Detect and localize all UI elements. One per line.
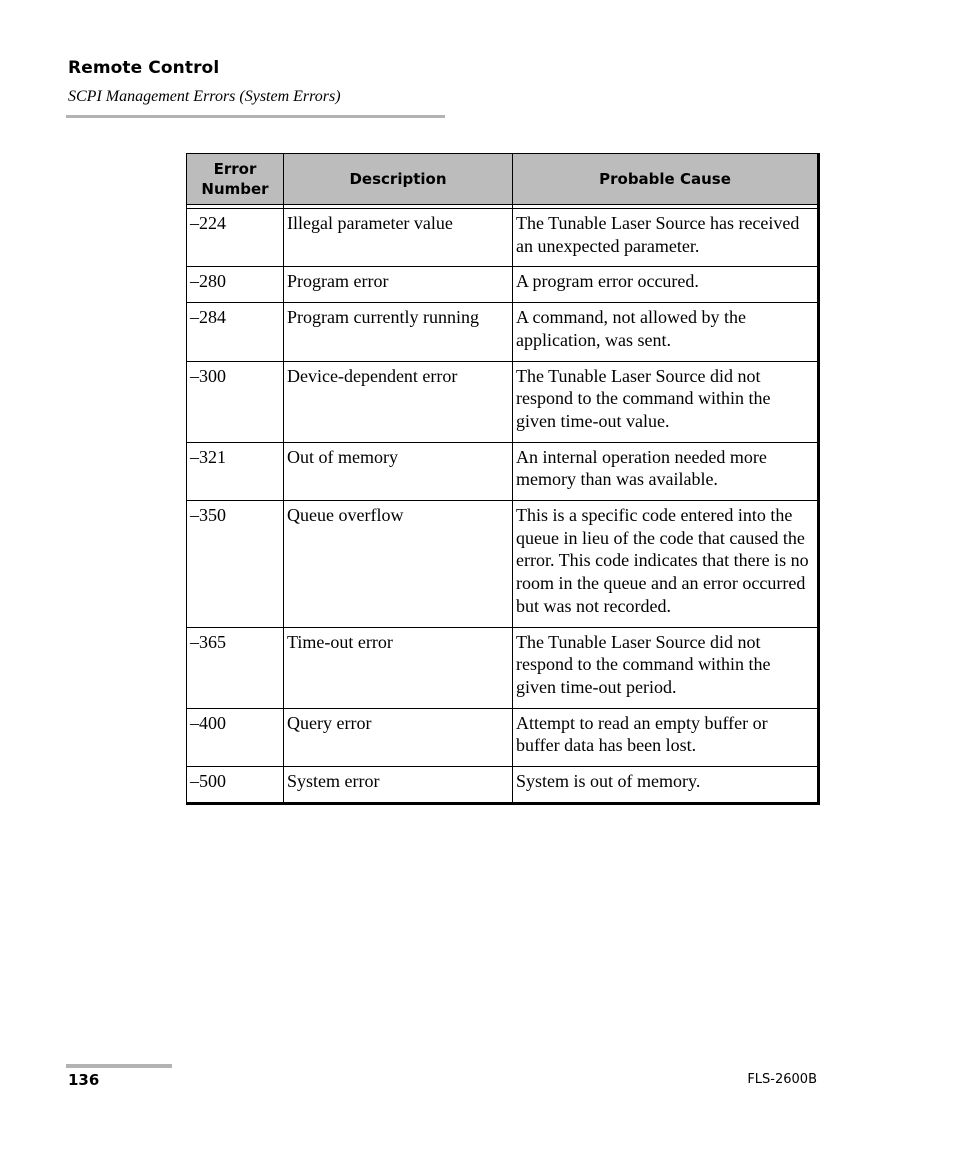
probable-cause-cell: This is a specific code entered into the queue in lieu of the code that caused the error. This code indicates that there is no room in the queue and an error occurred but was not recorded. [513, 501, 819, 628]
table-row [187, 627, 819, 708]
description-cell: System error [284, 767, 513, 804]
table-row [187, 303, 819, 361]
table-row [187, 708, 819, 766]
column-header-probable-cause: Probable Cause [513, 154, 819, 205]
table-header-row [187, 154, 819, 205]
probable-cause-cell: The Tunable Laser Source did not respond to the command within the given time-out value. [513, 361, 819, 442]
table-row [187, 501, 819, 628]
probable-cause-cell: The Tunable Laser Source did not respond to the command within the given time-out period. [513, 627, 819, 708]
probable-cause-cell: System is out of memory. [513, 767, 819, 804]
footer-divider [66, 1064, 172, 1068]
probable-cause-cell: The Tunable Laser Source has received an unexpected parameter. [513, 209, 819, 267]
probable-cause-cell: A program error occured. [513, 267, 819, 303]
section-subtitle: SCPI Management Errors (System Errors) [68, 88, 341, 105]
header-divider [66, 115, 445, 118]
column-header-error-number: Error Number [187, 154, 284, 205]
table-body [187, 205, 819, 804]
probable-cause-cell: Attempt to read an empty buffer or buffer data has been lost. [513, 708, 819, 766]
table-row [187, 209, 819, 267]
error-number-cell: –280 [187, 267, 284, 303]
probable-cause-cell: A command, not allowed by the application, was sent. [513, 303, 819, 361]
description-cell: Query error [284, 708, 513, 766]
table-row [187, 267, 819, 303]
error-number-cell: –500 [187, 767, 284, 804]
error-number-cell: –300 [187, 361, 284, 442]
error-number-cell: –365 [187, 627, 284, 708]
error-number-cell: –224 [187, 209, 284, 267]
page-number: 136 [68, 1071, 100, 1089]
section-title: Remote Control [68, 58, 220, 78]
description-cell: Queue overflow [284, 501, 513, 628]
description-cell: Program error [284, 267, 513, 303]
error-number-cell: –284 [187, 303, 284, 361]
product-name: FLS-2600B [747, 1072, 817, 1087]
error-number-cell: –400 [187, 708, 284, 766]
description-cell: Program currently running [284, 303, 513, 361]
table-row [187, 442, 819, 500]
table-row [187, 767, 819, 804]
description-cell: Out of memory [284, 442, 513, 500]
error-number-cell: –350 [187, 501, 284, 628]
error-table [186, 153, 820, 805]
column-header-description: Description [284, 154, 513, 205]
error-number-cell: –321 [187, 442, 284, 500]
table-row [187, 361, 819, 442]
probable-cause-cell: An internal operation needed more memory than was available. [513, 442, 819, 500]
description-cell: Time-out error [284, 627, 513, 708]
description-cell: Device-dependent error [284, 361, 513, 442]
description-cell: Illegal parameter value [284, 209, 513, 267]
